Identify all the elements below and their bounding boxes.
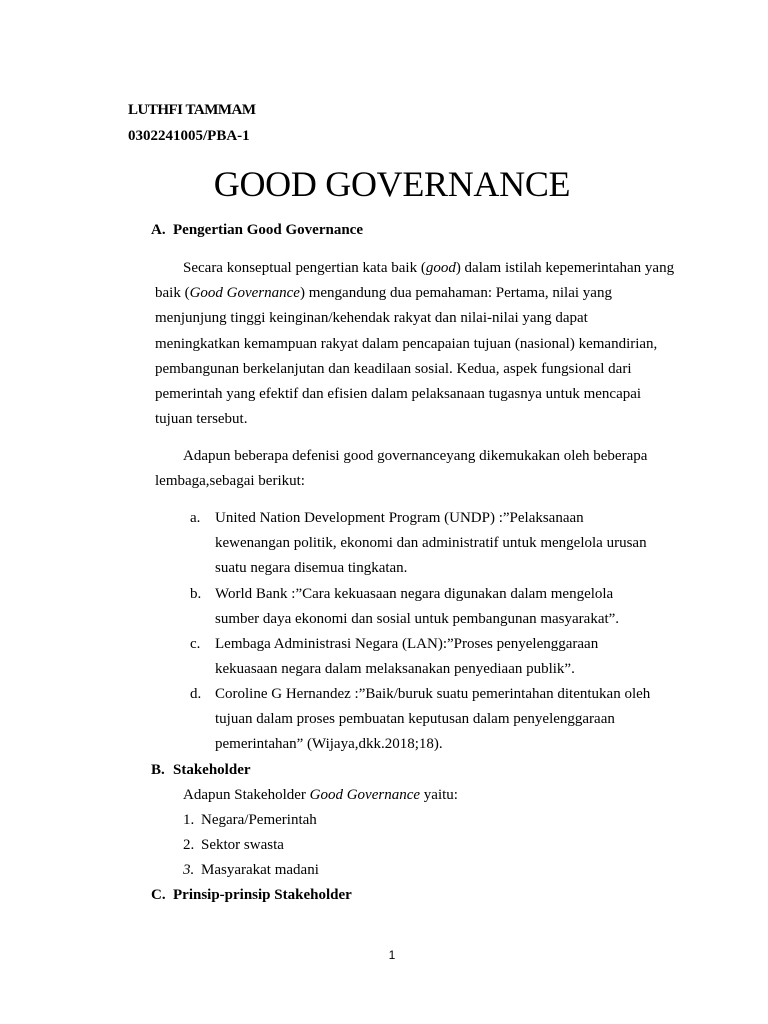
section-a-heading: [151, 222, 363, 239]
definition-text: Lembaga Administrasi Negara (LAN):”Proses penyelenggaraan kekuasaan negara dalam melaksanakan penyediaan publik”.: [215, 636, 599, 678]
author-name: LUTHFI TAMMAM: [128, 102, 256, 118]
definition-text: Coroline G Hernandez :”Baik/buruk suatu pemerintahan ditentukan oleh tujuan dalam proses pembuatan keputusan dalam penyelenggaraan pemerintahan” (Wijaya,dkk.2018;18).: [215, 686, 651, 753]
stakeholder-intro: [183, 787, 458, 804]
paragraph-concept-text-3: ) mengandung dua pemahaman: Pertama, nilai yang menjunjung tinggi keinginan/kehendak rakyat dan nilai-nilai yang dapat meningkatkan kemampuan rakyat dalam pencapaian tujuan (nasional) kemandirian, pembangunan berkelanjutan dan keadilaan sosial. Kedua, aspek fungsional dari pemerintah yang efektif dan efisien dalam pelaksanaan tugasnya untuk mencapai tujuan tersebut.: [155, 285, 658, 428]
paragraph-concept-text-1: Secara konseptual pengertian kata baik (: [183, 260, 426, 276]
definition-item: [190, 582, 660, 632]
stakeholder-marker: 1.: [183, 812, 195, 828]
section-b-heading: [151, 762, 251, 779]
stakeholder-item: [183, 837, 284, 854]
section-c-marker: C.: [151, 887, 166, 903]
stakeholder-marker: 3.: [183, 862, 195, 878]
section-b-marker: B.: [151, 762, 165, 778]
stakeholder-text: Negara/Pemerintah: [201, 812, 317, 828]
stakeholder-item: [183, 862, 319, 879]
definition-marker: c.: [190, 636, 201, 652]
definition-marker: b.: [190, 586, 202, 602]
stakeholder-intro-italic: Good Governance: [309, 787, 421, 803]
paragraph-definitions-intro: [155, 444, 675, 494]
student-id: 0302241005/PBA-1: [128, 128, 250, 144]
paragraph-concept-italic-1: good: [425, 260, 456, 276]
page-number: 1: [388, 948, 396, 962]
paragraph-definitions-intro-text: Adapun beberapa defenisi good governanceyang dikemukakan oleh beberapa lembaga,sebagai berikut:: [155, 448, 648, 490]
stakeholder-intro-suffix: yaitu:: [420, 787, 458, 803]
definition-item: [190, 682, 660, 758]
section-c-title: Prinsip-prinsip Stakeholder: [173, 887, 352, 903]
stakeholder-item: [183, 812, 317, 829]
stakeholder-text: Masyarakat madani: [201, 862, 319, 878]
definition-marker: a.: [190, 510, 201, 526]
definition-text: World Bank :”Cara kekuasaan negara digunakan dalam mengelola sumber daya ekonomi dan sosial untuk pembangunan masyarakat”.: [215, 586, 620, 628]
definition-item: [190, 506, 660, 582]
definition-marker: d.: [190, 686, 202, 702]
definition-text: United Nation Development Program (UNDP) :”Pelaksanaan kewenangan politik, ekonomi dan administratif untuk mengelola urusan suatu negara disemua tingkatan.: [215, 510, 647, 577]
section-c-heading: [151, 887, 352, 904]
document-title: GOOD GOVERNANCE: [213, 164, 571, 204]
definition-item: [190, 632, 660, 682]
paragraph-concept-text-2: ) dalam istilah kepemerintahan yang baik (: [155, 260, 675, 302]
stakeholder-marker: 2.: [183, 837, 195, 853]
stakeholder-text: Sektor swasta: [201, 837, 284, 853]
paragraph-concept-italic-2: Good Governance: [189, 285, 300, 302]
section-a-title: Pengertian Good Governance: [173, 222, 363, 238]
section-b-title: Stakeholder: [173, 762, 251, 778]
paragraph-concept: [155, 256, 675, 432]
section-a-marker: A.: [151, 222, 166, 238]
stakeholder-intro-text: Adapun Stakeholder: [183, 787, 310, 803]
